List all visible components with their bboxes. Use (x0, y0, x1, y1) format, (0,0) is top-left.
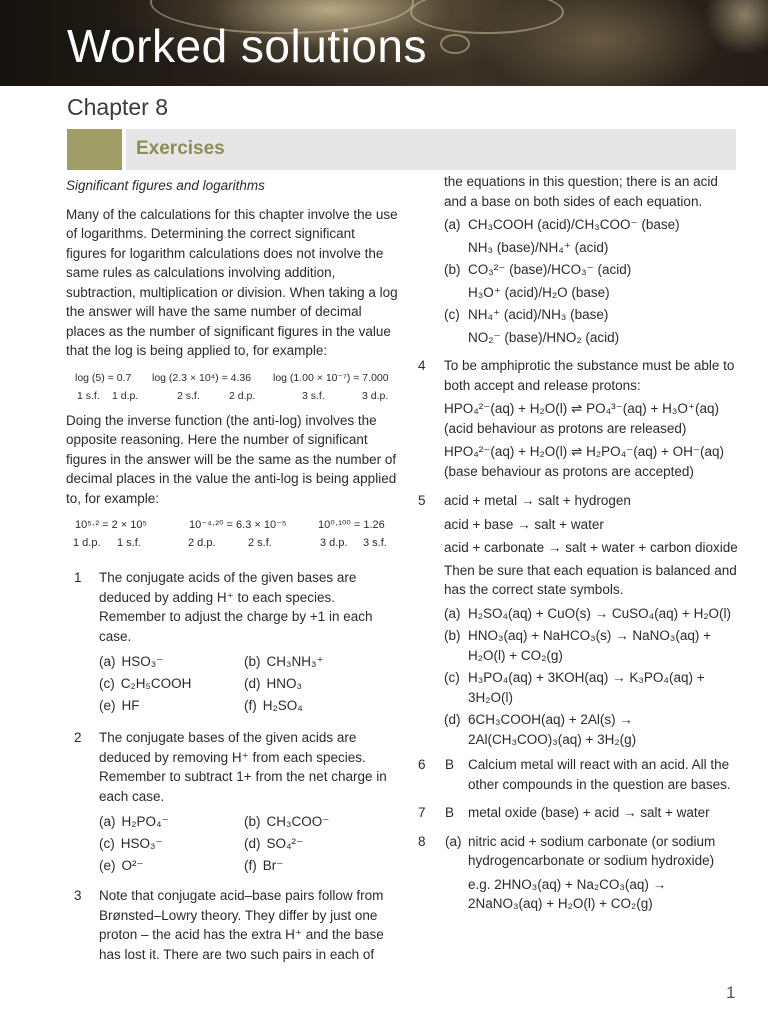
part-label: (d) (444, 712, 461, 727)
antilog-note: 1 s.f. (117, 537, 141, 549)
answer-value: HSO₃⁻ (121, 654, 164, 669)
part-line: NH₄⁺ (acid)/NH₃ (base) (468, 307, 609, 322)
answer-value: CH₃NH₃⁺ (266, 654, 324, 669)
answer-item (99, 834, 163, 854)
answer-grid (99, 812, 398, 878)
part-item (444, 305, 742, 347)
part-item (444, 604, 742, 624)
answer-item (244, 696, 303, 716)
answer-label: (b) (244, 654, 261, 669)
equation: H₃PO₄(aq) + 3KOH(aq) → K₃PO₄(aq) + 3H₂O(l) (468, 670, 705, 705)
chapter-heading: Chapter 8 (67, 94, 169, 120)
answer-value: SO₄²⁻ (266, 836, 304, 851)
part-line: H₃O⁺ (acid)/H₂O (base) (468, 284, 610, 300)
intro-paragraph: Doing the inverse function (the anti-log) involves the opposite reasoning. Here the number of significant figures in the answer will be the same as the number of decimal places in the value the anti-log is being applied to, for example: (66, 412, 397, 506)
left-column (66, 172, 398, 964)
question-6 (416, 755, 742, 794)
answer-value: H₂PO₄⁻ (121, 814, 169, 829)
antilog-examples (66, 518, 398, 552)
antilog-example: 10⁻⁴·²⁰ = 6.3 × 10⁻⁵ (189, 519, 287, 531)
answer-letter: B (445, 805, 455, 820)
answer-item (99, 652, 163, 672)
equation: e.g. 2HNO₃(aq) + Na₂CO₃(aq) → 2NaNO₃(aq) + H₂O(l) + CO₂(g) (468, 876, 667, 911)
answer-label: (c) (99, 836, 115, 851)
antilog-note: 1 d.p. (73, 537, 101, 549)
question-text: To be amphiprotic the substance must be able to both accept and release protons: (444, 358, 735, 393)
answer-value: CH₃COO⁻ (266, 814, 330, 829)
answer-item (244, 652, 324, 672)
answer-label: (e) (99, 858, 116, 873)
answer-label: (f) (244, 858, 257, 873)
antilog-note: 2 d.p. (188, 537, 216, 549)
answer-item (99, 856, 144, 876)
answer-label: (b) (244, 814, 261, 829)
log-note: 2 d.p. (229, 389, 256, 402)
part-line: NH₃ (base)/NH₄⁺ (acid) (468, 239, 609, 255)
decorative-swirl (440, 34, 470, 54)
answer-item (244, 834, 303, 854)
part-label: (b) (444, 628, 461, 643)
question-text: metal oxide (base) + acid → salt + water (468, 805, 710, 820)
answer-item (244, 812, 329, 832)
word-equation: acid + base → salt + water (444, 516, 604, 532)
antilog-note: 2 s.f. (248, 537, 272, 549)
part-label: (c) (444, 670, 460, 685)
part-label: (c) (444, 307, 460, 322)
question-4 (416, 356, 742, 481)
answer-value: HF (121, 698, 140, 713)
part-line: NO₂⁻ (base)/HNO₂ (acid) (468, 329, 620, 345)
answer-label: (f) (244, 698, 257, 713)
answer-item (99, 812, 169, 832)
question-number: 8 (418, 833, 426, 849)
antilog-note: 3 d.p. (320, 537, 348, 549)
antilog-note: 3 s.f. (363, 537, 387, 549)
answer-label: (e) (99, 698, 116, 713)
answer-value: Br⁻ (262, 858, 284, 873)
question-8 (416, 832, 742, 914)
equation: 6CH₃COOH(aq) + 2Al(s) → 2Al(CH₃COO)₃(aq) + 3H₂(g) (468, 712, 637, 747)
section-marker (67, 129, 122, 170)
equation: HPO₄²⁻(aq) + H₂O(l) ⇌ H₂PO₄⁻(aq) + OH⁻(aq) (base behaviour as protons are accepted) (444, 444, 724, 479)
answer-label: (c) (99, 676, 115, 691)
question-number: 2 (74, 730, 82, 745)
log-note: 1 d.p. (112, 389, 139, 402)
question-text: Calcium metal will react with an acid. All the other compounds in the question are bases. (468, 757, 731, 792)
word-equation: acid + carbonate → salt + water + carbon dioxide (444, 540, 738, 555)
question-2 (66, 728, 398, 878)
part-label: (a) (444, 605, 461, 621)
subheading: Significant figures and logarithms (66, 178, 265, 193)
question-number: 5 (418, 493, 426, 508)
question-number: 1 (74, 570, 82, 585)
equation: HPO₄²⁻(aq) + H₂O(l) ⇌ PO₄³⁻(aq) + H₃O⁺(aq) (acid behaviour as protons are released) (444, 401, 719, 436)
log-note: 3 d.p. (362, 389, 389, 402)
page-title: Worked solutions (67, 20, 427, 72)
log-example: log (1.00 × 10⁻⁷) = 7.000 (273, 371, 389, 384)
question-5 (416, 491, 742, 749)
question-1 (66, 568, 398, 718)
part-item (444, 626, 742, 665)
answer-label: (d) (244, 676, 261, 691)
part-line: CO₃²⁻ (base)/HCO₃⁻ (acid) (468, 262, 632, 277)
part-line: CH₃COOH (acid)/CH₃COO⁻ (base) (468, 217, 680, 232)
log-note: 2 s.f. (177, 389, 200, 402)
equation: H₂SO₄(aq) + CuO(s) → CuSO₄(aq) + H₂O(l) (468, 605, 732, 621)
log-examples (66, 371, 398, 405)
page-number: 1 (726, 983, 736, 1002)
antilog-example: 10⁵·² = 2 × 10⁵ (75, 519, 148, 531)
log-example: log (5) = 0.7 (75, 371, 132, 384)
question-text: Then be sure that each equation is balanced and has the correct state symbols. (444, 562, 737, 597)
right-column (416, 172, 742, 914)
part-label: (b) (444, 262, 461, 277)
decorative-swirl (410, 0, 564, 34)
answer-value: HNO₃ (266, 676, 302, 691)
question-number: 7 (418, 805, 426, 820)
answer-item (244, 674, 302, 694)
intro-paragraph: Many of the calculations for this chapter involve the use of logarithms. Determining the correct significant figures for logarithm calculations does not involve the same rules as calculations involving addition, subtraction, multiplication or division. When taking a log the answer will have the same number of decimal places as the number of significant figures in the value that the log is being applied to, for example: (66, 206, 398, 358)
answer-label: (d) (244, 836, 261, 851)
question-number: 4 (418, 358, 426, 373)
part-label: (a) (444, 217, 461, 232)
section-heading: Exercises (136, 138, 225, 159)
word-equation: acid + metal → salt + hydrogen (444, 493, 631, 508)
part-label: (a) (445, 833, 462, 849)
answer-value: C₂H₅COOH (120, 676, 192, 691)
answer-value: O²⁻ (121, 858, 144, 873)
answer-value: H₂SO₄ (262, 698, 303, 713)
question-number: 3 (74, 888, 82, 903)
question-text: nitric acid + sodium carbonate (or sodium hydrogencarbonate or sodium hydroxide) (468, 833, 716, 868)
equation: HNO₃(aq) + NaHCO₃(s) → NaNO₃(aq) + H₂O(l) + CO₂(g) (468, 628, 712, 663)
answer-item (99, 696, 140, 716)
log-note: 3 s.f. (302, 389, 325, 402)
question-3-parts (416, 215, 742, 347)
question-text: The conjugate bases of the given acids are deduced by removing H⁺ from each species. Remember to subtract 1+ from the net charge in each case. (99, 730, 387, 804)
section-heading-bar (126, 129, 736, 170)
question-text: Note that conjugate acid–base pairs follow from Brønsted–Lowry theory. They differ by just one proton – the acid has the extra H⁺ and the base has lost it. There are two such pairs in each of (99, 888, 384, 962)
question-3 (66, 886, 398, 964)
answer-label: (a) (99, 814, 116, 829)
answer-item (99, 674, 191, 694)
part-item (444, 668, 742, 707)
log-example: log (2.3 × 10⁴) = 4.36 (152, 371, 252, 384)
answer-letter: B (445, 757, 455, 772)
antilog-example: 10⁰·¹⁰⁰ = 1.26 (318, 519, 385, 531)
answer-label: (a) (99, 654, 116, 669)
log-note: 1 s.f. (77, 389, 100, 402)
question-text: The conjugate acids of the given bases are deduced by adding H⁺ to each species. Remember to adjust the charge by +1 in each case. (99, 570, 373, 644)
header-banner (0, 0, 768, 86)
answer-value: HSO₃⁻ (120, 836, 163, 851)
answer-item (244, 856, 283, 876)
part-item (444, 710, 742, 749)
question-7 (416, 803, 742, 823)
question-number: 6 (418, 757, 426, 772)
part-item (444, 215, 742, 257)
answer-grid (99, 652, 398, 718)
question-3-continued: the equations in this question; there is an acid and a base on both sides of each equation. (444, 174, 718, 209)
part-item (444, 260, 742, 302)
